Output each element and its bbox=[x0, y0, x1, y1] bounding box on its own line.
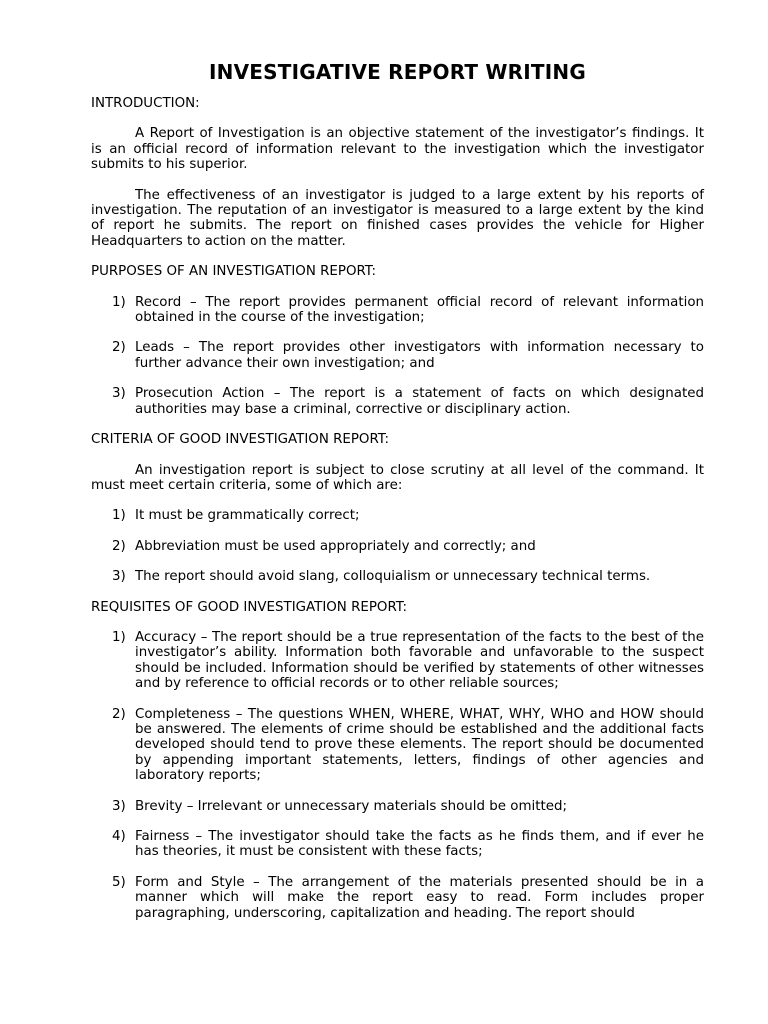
requisites-heading: REQUISITES OF GOOD INVESTIGATION REPORT: bbox=[91, 599, 408, 615]
list-item bbox=[91, 386, 704, 417]
list-number: 3) bbox=[112, 386, 126, 402]
list-number: 5) bbox=[112, 874, 126, 890]
list-item bbox=[91, 799, 704, 814]
list-item bbox=[91, 829, 704, 860]
list-item bbox=[91, 539, 704, 554]
list-item-text: Form and Style – The arrangement of the materials presented should be in a manner which will make the report easy to read. Form includes proper paragraphing, underscoring, capitalization and heading. The report should bbox=[135, 874, 704, 921]
list-number: 3) bbox=[112, 569, 126, 585]
requisites-list bbox=[91, 630, 704, 921]
list-item bbox=[91, 630, 704, 692]
list-number: 2) bbox=[112, 706, 126, 722]
list-item bbox=[91, 340, 704, 371]
criteria-heading: CRITERIA OF GOOD INVESTIGATION REPORT: bbox=[91, 432, 390, 448]
list-item-text: Leads – The report provides other investigators with information necessary to further advance their own investigation; and bbox=[135, 340, 704, 371]
introduction-heading: INTRODUCTION: bbox=[91, 96, 200, 111]
list-item bbox=[91, 569, 704, 584]
list-number: 2) bbox=[112, 538, 126, 554]
list-number: 1) bbox=[112, 629, 126, 645]
list-item-text: Fairness – The investigator should take the facts as he finds them, and if ever he has theories, it must be consistent with these facts; bbox=[135, 829, 704, 860]
purposes-list bbox=[91, 295, 704, 417]
purposes-heading: PURPOSES OF AN INVESTIGATION REPORT: bbox=[91, 264, 377, 280]
list-item-text: Prosecution Action – The report is a statement of facts on which designated authorities may base a criminal, corrective or disciplinary action. bbox=[135, 386, 704, 417]
document-title: INVESTIGATIVE REPORT WRITING bbox=[209, 60, 586, 84]
list-number: 4) bbox=[112, 829, 126, 844]
list-number: 3) bbox=[112, 798, 126, 814]
list-item-text: Completeness – The questions WHEN, WHERE, WHAT, WHY, WHO and HOW should be answered. The elements of crime should be established and the additional facts developed should tend to prove these elements. The report should be documented by appending important statements, letters, findings of other agencies and laboratory reports; bbox=[135, 706, 704, 784]
list-number: 1) bbox=[112, 294, 126, 310]
list-item bbox=[91, 508, 704, 523]
list-item-text: The report should avoid slang, colloquialism or unnecessary technical terms. bbox=[135, 569, 651, 585]
list-number: 2) bbox=[112, 340, 126, 356]
list-item bbox=[91, 295, 704, 326]
list-item-text: Brevity – Irrelevant or unnecessary materials should be omitted; bbox=[135, 798, 567, 814]
introduction-paragraph: A Report of Investigation is an objective statement of the investigator’s findings. It is an official record of information relevant to the investigation which the investigator submits to his superior. bbox=[91, 126, 704, 173]
list-item-text: Accuracy – The report should be a true representation of the facts to the best of the investigator’s ability. Information both favorable and unfavorable to the suspect should be included. Information should be verified by statements of other witnesses and by reference to official records or to other reliable sources; bbox=[135, 629, 704, 692]
list-item-text: Record – The report provides permanent official record of relevant information obtained in the course of the investigation; bbox=[135, 294, 704, 326]
list-item-text: Abbreviation must be used appropriately and correctly; and bbox=[135, 538, 536, 554]
criteria-intro: An investigation report is subject to close scrutiny at all level of the command. It must meet certain criteria, some of which are: bbox=[91, 462, 704, 493]
list-item-text: It must be grammatically correct; bbox=[135, 508, 360, 524]
list-item bbox=[91, 707, 704, 784]
list-number: 1) bbox=[112, 508, 126, 524]
list-item bbox=[91, 875, 704, 921]
criteria-list bbox=[91, 508, 704, 584]
introduction-paragraph: The effectiveness of an investigator is judged to a large extent by his reports of investigation. The reputation of an investigator is measured to a large extent by the kind of report he submits. The report on finished cases provides the vehicle for Higher Headquarters to action on the matter. bbox=[91, 187, 704, 249]
